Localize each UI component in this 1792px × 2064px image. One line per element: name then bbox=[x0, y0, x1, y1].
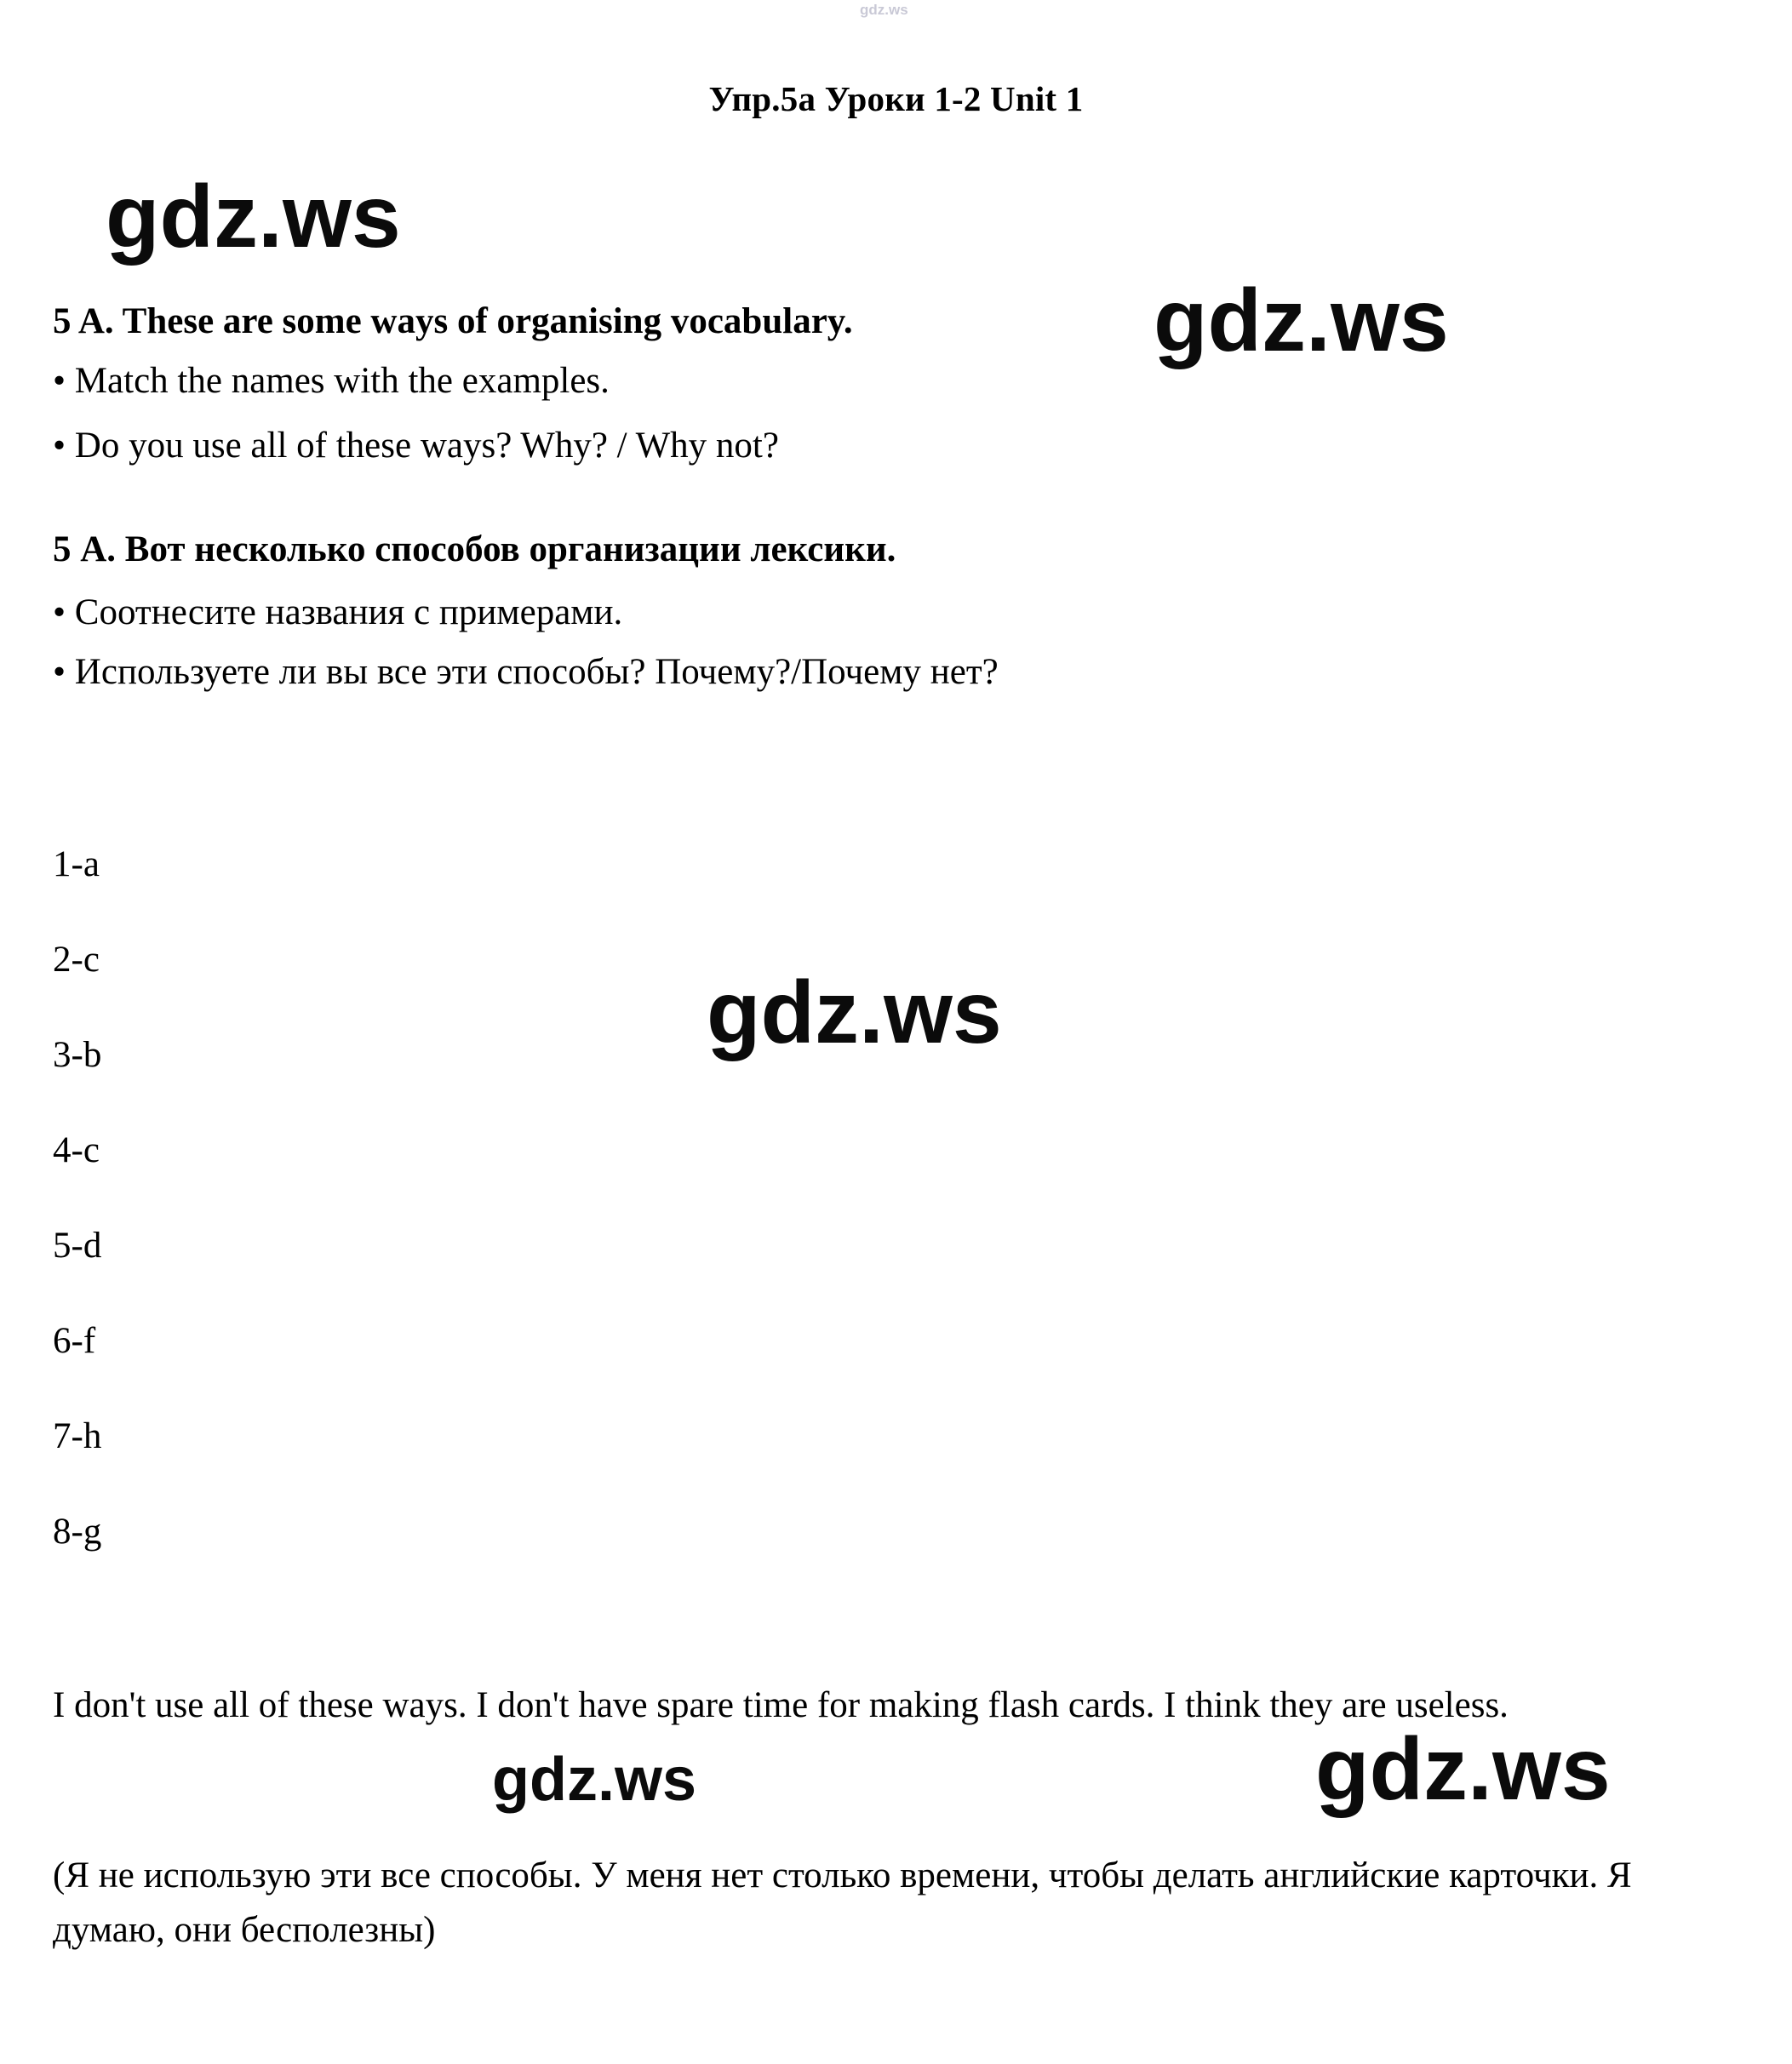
list-item: 2-c bbox=[53, 940, 100, 980]
answers-list bbox=[53, 817, 564, 1580]
list-item: 8-g bbox=[53, 1512, 102, 1552]
watermark-logo-2: gdz.ws bbox=[1154, 272, 1449, 370]
list-item: 5-d bbox=[53, 1226, 102, 1266]
watermark-logo-4: gdz.ws bbox=[492, 1746, 697, 1814]
list-item: 7-h bbox=[53, 1416, 102, 1456]
list-item: 6-f bbox=[53, 1321, 96, 1361]
russian-task-bullet-1: • Соотнесите названия с примерами. bbox=[53, 592, 623, 632]
list-item: 1-a bbox=[53, 844, 100, 884]
russian-answer-paragraph: (Я не использую эти все способы. У меня нет столько времени, чтобы делать английские карточки. Я думаю, они бесполезны) bbox=[53, 1855, 1632, 1950]
list-item: 4-c bbox=[53, 1130, 100, 1170]
english-task-bullet-1: • Match the names with the examples. bbox=[53, 361, 610, 401]
english-answer-paragraph: I don't use all of these ways. I don't have spare time for making flash cards. I think they are useless. bbox=[53, 1685, 1509, 1725]
russian-task-bullet-2: • Используете ли вы все эти способы? Почему?/Почему нет? bbox=[53, 652, 999, 692]
watermark-tiny: gdz.ws bbox=[860, 2, 908, 18]
list-item: 3-b bbox=[53, 1035, 102, 1075]
watermark-logo-1: gdz.ws bbox=[106, 168, 401, 266]
english-task-heading: 5 A. These are some ways of organising vocabulary. bbox=[53, 301, 853, 341]
watermark-logo-5: gdz.ws bbox=[1315, 1720, 1611, 1819]
russian-task-heading: 5 А. Вот несколько способов организации лексики. bbox=[53, 529, 896, 569]
english-task-bullet-2: • Do you use all of these ways? Why? / Why not? bbox=[53, 426, 779, 466]
page-title: Упр.5a Уроки 1-2 Unit 1 bbox=[708, 79, 1084, 118]
watermark-logo-3: gdz.ws bbox=[707, 963, 1002, 1062]
